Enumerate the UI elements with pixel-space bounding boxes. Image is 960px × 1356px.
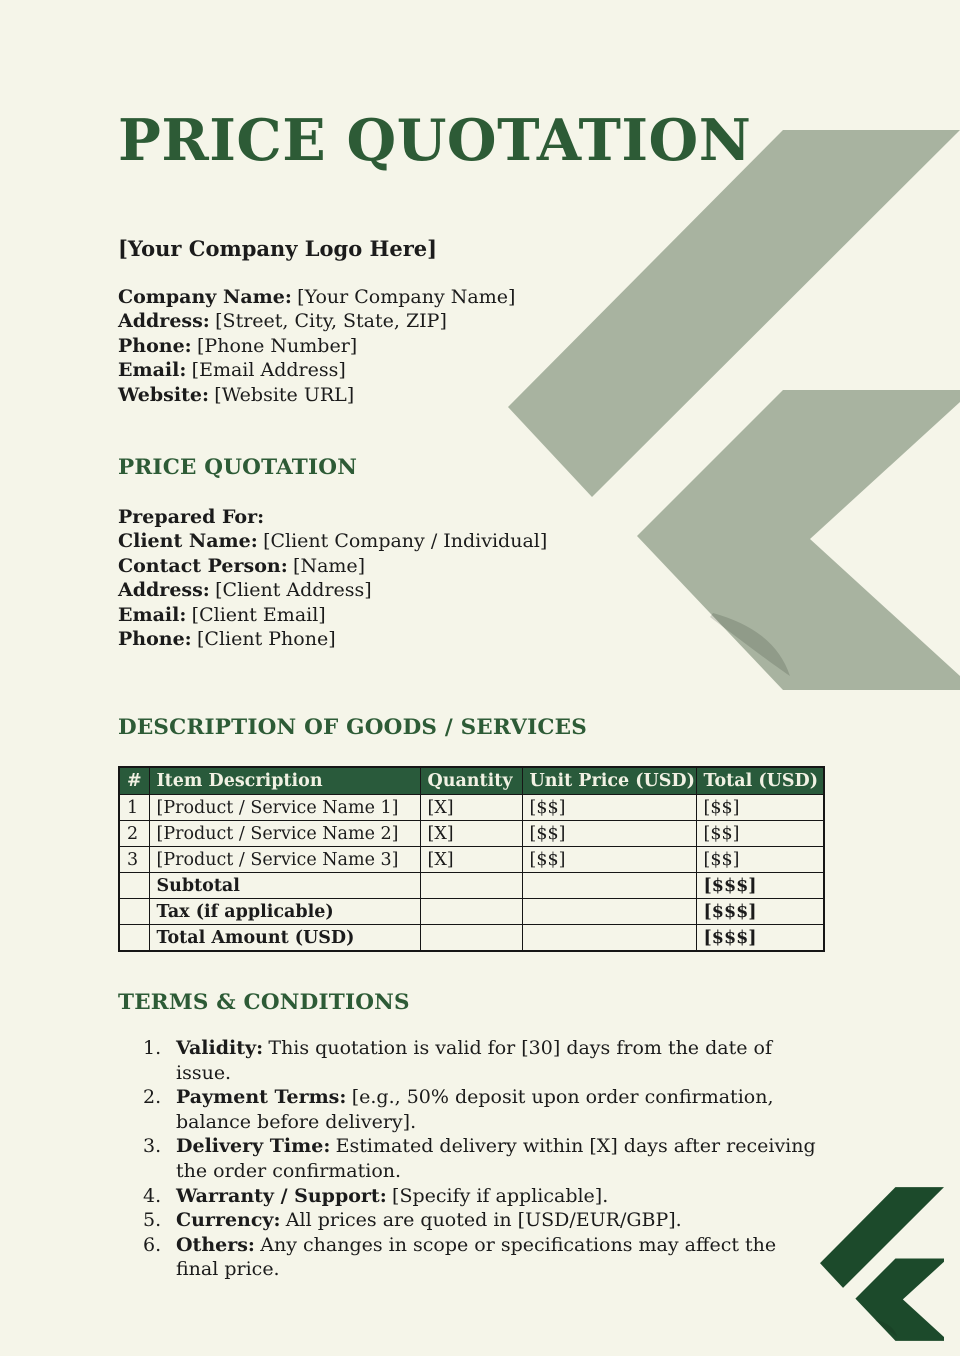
item-row bbox=[119, 847, 824, 873]
item-total: [$$] bbox=[696, 795, 824, 821]
item-unit-price: [$$] bbox=[522, 795, 696, 821]
section-heading-goods-services: DESCRIPTION OF GOODS / SERVICES bbox=[118, 715, 587, 740]
item-unit-price: [$$] bbox=[522, 821, 696, 847]
client-contact-line: Contact Person: [Name] bbox=[118, 554, 366, 577]
total-amount-value: [$$$] bbox=[696, 925, 824, 952]
item-unit-price: [$$] bbox=[522, 847, 696, 873]
item-description: [Product / Service Name 2] bbox=[149, 821, 420, 847]
term-item-warranty-support: 4. Warranty / Support: [Specify if applicable]. bbox=[143, 1184, 609, 1207]
tax-row bbox=[119, 899, 824, 925]
tax-label: Tax (if applicable) bbox=[149, 899, 420, 925]
company-name-line: Company Name: [Your Company Name] bbox=[118, 286, 516, 308]
term-item-others: 6. Others: Any changes in scope or specifications may affect the final price. bbox=[143, 1233, 777, 1281]
col-header-quantity: Quantity bbox=[420, 767, 522, 795]
total-amount-label: Total Amount (USD) bbox=[149, 925, 420, 952]
item-number: 2 bbox=[119, 821, 149, 847]
terms-list bbox=[143, 1036, 819, 1282]
client-address-line: Address: [Client Address] bbox=[118, 579, 372, 602]
section-heading-price-quotation: PRICE QUOTATION bbox=[118, 455, 358, 480]
item-description: [Product / Service Name 3] bbox=[149, 847, 420, 873]
item-quantity: [X] bbox=[420, 821, 522, 847]
subtotal-value: [$$$] bbox=[696, 873, 824, 899]
client-phone-line: Phone: [Client Phone] bbox=[118, 628, 336, 651]
item-total: [$$] bbox=[696, 821, 824, 847]
section-heading-terms-conditions: TERMS & CONDITIONS bbox=[118, 990, 410, 1015]
col-header-number: # bbox=[119, 767, 149, 795]
company-logo-placeholder: [Your Company Logo Here] bbox=[118, 236, 438, 261]
item-row bbox=[119, 821, 824, 847]
item-quantity: [X] bbox=[420, 795, 522, 821]
tax-value: [$$$] bbox=[696, 899, 824, 925]
items-table bbox=[118, 766, 825, 952]
col-header-unit-price: Unit Price (USD) bbox=[522, 767, 696, 795]
client-name-line: Client Name: [Client Company / Individual] bbox=[118, 530, 548, 553]
company-info-block bbox=[118, 285, 515, 407]
item-number: 3 bbox=[119, 847, 149, 873]
item-number: 1 bbox=[119, 795, 149, 821]
col-header-item-description: Item Description bbox=[149, 767, 420, 795]
item-quantity: [X] bbox=[420, 847, 522, 873]
company-address-line: Address: [Street, City, State, ZIP] bbox=[118, 310, 447, 333]
subtotal-label: Subtotal bbox=[149, 873, 420, 899]
total-amount-row bbox=[119, 925, 824, 952]
term-item-payment-terms: 2. Payment Terms: [e.g., 50% deposit upon order confirmation, balance before delivery]. bbox=[143, 1086, 774, 1133]
client-info-block bbox=[118, 505, 547, 651]
company-email-line: Email: [Email Address] bbox=[118, 359, 346, 382]
page-title: PRICE QUOTATION bbox=[118, 107, 752, 174]
item-row bbox=[119, 795, 824, 821]
dark-green-chevron-brand-icon bbox=[820, 1187, 944, 1341]
client-email-line: Email: [Client Email] bbox=[118, 603, 326, 626]
col-header-total: Total (USD) bbox=[696, 767, 824, 795]
term-item-delivery-time: 3. Delivery Time: Estimated delivery within [X] days after receiving the order confirmation. bbox=[143, 1135, 816, 1182]
prepared-for-label: Prepared For: bbox=[118, 506, 265, 528]
items-table-header-row bbox=[119, 767, 824, 795]
company-website-line: Website: [Website URL] bbox=[118, 383, 355, 406]
term-item-currency: 5. Currency: All prices are quoted in [USD/EUR/GBP]. bbox=[143, 1209, 682, 1232]
company-phone-line: Phone: [Phone Number] bbox=[118, 334, 358, 357]
item-description: [Product / Service Name 1] bbox=[149, 795, 420, 821]
subtotal-row bbox=[119, 873, 824, 899]
term-item-validity: 1. Validity: This quotation is valid for [30] days from the date of issue. bbox=[143, 1037, 772, 1084]
item-total: [$$] bbox=[696, 847, 824, 873]
sage-chevron-brand-icon bbox=[508, 130, 960, 690]
